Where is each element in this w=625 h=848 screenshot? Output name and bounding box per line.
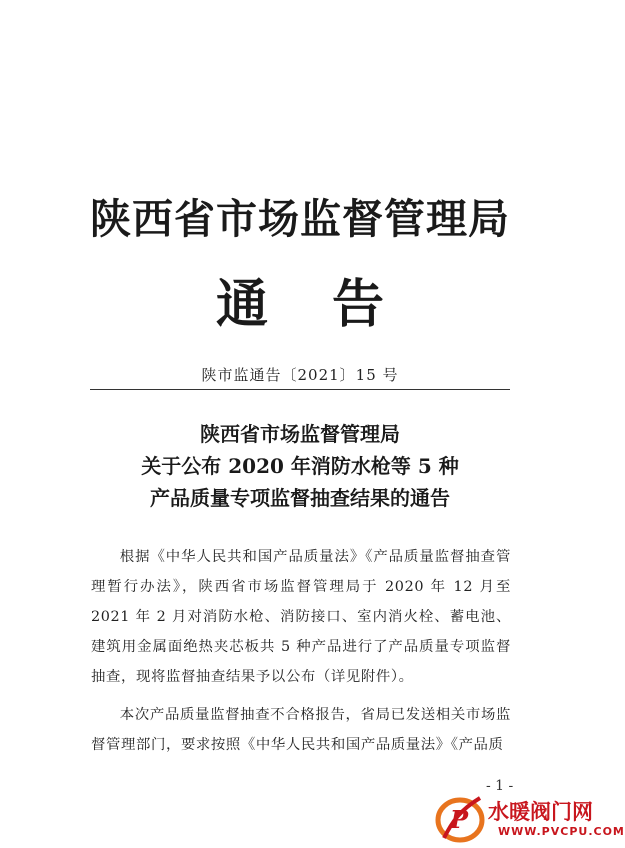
title-line: 产品质量专项监督抽查结果的通告 bbox=[150, 486, 450, 510]
page-number: - 1 - bbox=[486, 778, 514, 794]
site-watermark bbox=[430, 792, 625, 848]
watermark-logo-icon bbox=[430, 792, 490, 848]
body-paragraph: 本次产品质量监督抽查不合格报告，省局已发送相关市场监督管理部门，要求按照《中华人民共和国产品质量法》《产品质 bbox=[91, 707, 511, 753]
title-line: 关于公布 2020 年消防水枪等 5 种 bbox=[141, 454, 459, 478]
title-line: 陕西省市场监督管理局 bbox=[200, 422, 400, 446]
issuer-header: 陕西省市场监督管理局 bbox=[90, 195, 510, 243]
watermark-site-name: 水暖阀门网 bbox=[488, 800, 593, 824]
svg-text:P: P bbox=[450, 805, 469, 834]
document-title bbox=[0, 418, 600, 514]
header-divider bbox=[90, 389, 510, 390]
watermark-site-url: WWW.PVCPU.COM bbox=[498, 825, 625, 838]
document-number: 陕市监通告〔2021〕15 号 bbox=[201, 366, 399, 384]
body-paragraph: 根据《中华人民共和国产品质量法》《产品质量监督抽查管理暂行办法》，陕西省市场监督管理局于 2020 年 12 月至 2021 年 2 月对消防水枪、消防接口、室内消火栓、蓄电池、建筑用金属面绝热夹芯板共 5 种产品进行了产品质量专项监督抽查，现将监督抽查结果予以公布（详见附件）。 bbox=[91, 549, 511, 685]
document-body bbox=[91, 542, 511, 760]
document-type-heading: 通告 bbox=[215, 274, 448, 335]
